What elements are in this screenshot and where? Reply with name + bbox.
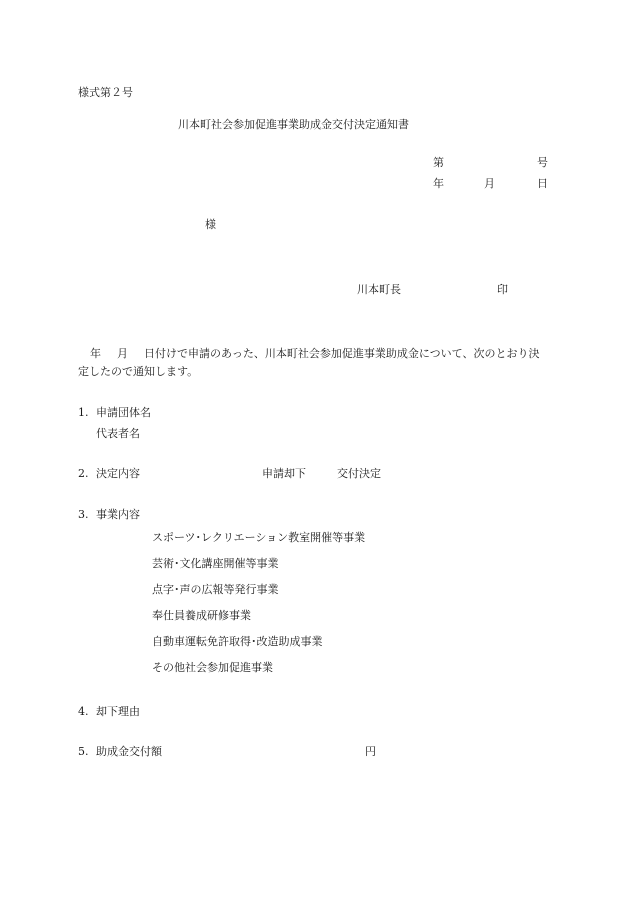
decision-option-reject: 申請却下 bbox=[262, 467, 306, 480]
issuer-name: 川本町長 bbox=[357, 283, 401, 296]
item-5-number: 5. bbox=[78, 745, 89, 758]
project-item: 芸術･文化講座開催等事業 bbox=[152, 557, 279, 570]
item-1-number: 1. bbox=[78, 406, 89, 419]
project-item: スポーツ･レクリエーション教室開催等事業 bbox=[152, 531, 366, 544]
project-item: 点字･声の広報等発行事業 bbox=[152, 583, 279, 596]
amount-unit: 円 bbox=[365, 745, 376, 758]
project-item: その他社会参加促進事業 bbox=[152, 661, 273, 674]
item-5-label: 助成金交付額 bbox=[96, 745, 162, 758]
item-4-number: 4. bbox=[78, 705, 89, 718]
issuer-seal: 印 bbox=[497, 283, 508, 296]
item-3-number: 3. bbox=[78, 508, 89, 521]
form-number: 様式第２号 bbox=[78, 86, 133, 99]
reference-go: 号 bbox=[537, 156, 548, 169]
item-1-sub-label: 代表者名 bbox=[96, 427, 140, 440]
item-4-label: 却下理由 bbox=[96, 705, 140, 718]
date-year: 年 bbox=[433, 177, 444, 190]
notice-body bbox=[78, 345, 550, 381]
body-month: 月 bbox=[117, 347, 128, 360]
project-item: 奉仕員養成研修事業 bbox=[152, 609, 251, 622]
project-item: 自動車運転免許取得･改造助成事業 bbox=[152, 635, 323, 648]
item-2-label: 決定内容 bbox=[96, 467, 140, 480]
addressee-suffix: 様 bbox=[205, 218, 216, 231]
date-month: 月 bbox=[484, 177, 495, 190]
item-2-number: 2. bbox=[78, 467, 89, 480]
item-1-label: 申請団体名 bbox=[96, 406, 151, 419]
item-3-label: 事業内容 bbox=[96, 508, 140, 521]
decision-option-grant: 交付決定 bbox=[337, 467, 381, 480]
document-title: 川本町社会参加促進事業助成金交付決定通知書 bbox=[178, 118, 409, 131]
body-year: 年 bbox=[90, 347, 101, 360]
reference-dai: 第 bbox=[433, 156, 444, 169]
date-day: 日 bbox=[537, 177, 548, 190]
body-rest: 日付けで申請のあった、川本町社会参加促進事業助成金について、次のとおり決定したので通知します。 bbox=[78, 347, 540, 378]
